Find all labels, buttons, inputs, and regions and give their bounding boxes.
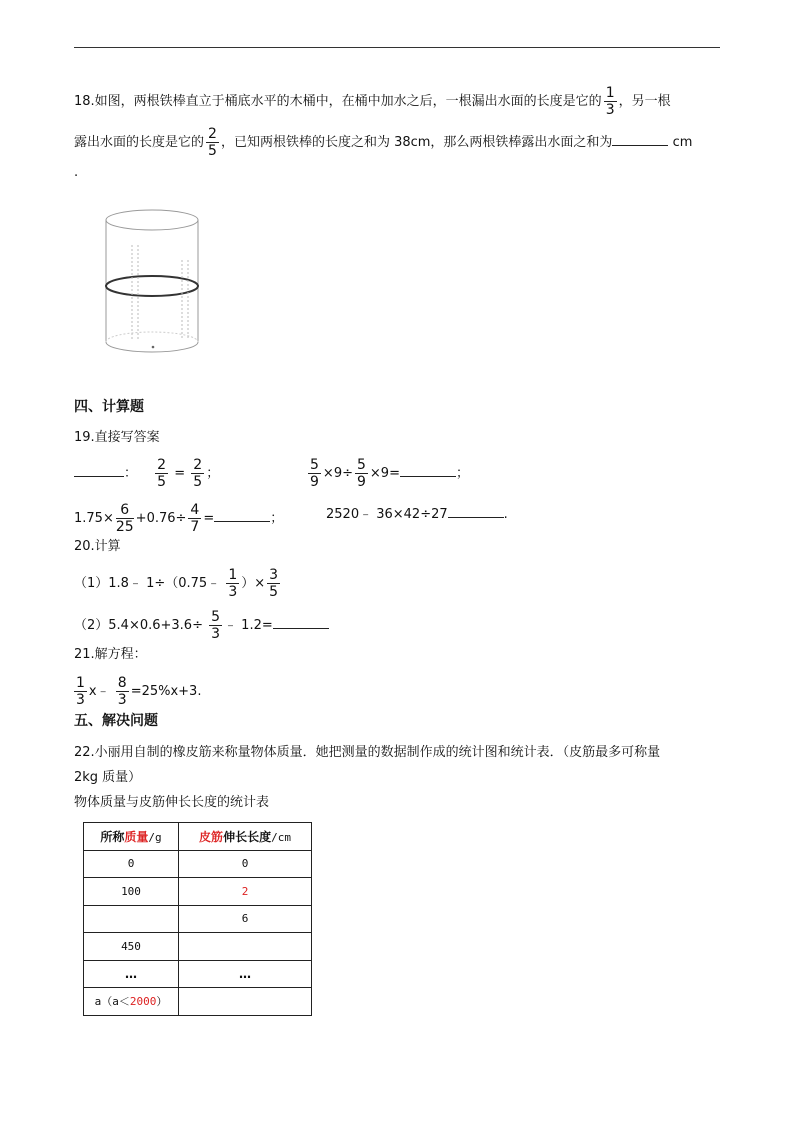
cell-mass[interactable] xyxy=(84,905,179,933)
numerator: 6 xyxy=(116,503,134,519)
cell-stretch: 0 xyxy=(179,850,312,878)
q19-text: = xyxy=(203,511,215,526)
numerator: 5 xyxy=(310,457,319,473)
header-text-highlight: 质量 xyxy=(124,829,149,844)
table-row xyxy=(84,960,312,988)
numerator: 8 xyxy=(117,675,127,691)
answer-blank[interactable] xyxy=(448,503,504,518)
q19-text: 2520﹣ 36×42÷27 xyxy=(326,507,448,522)
water-surface xyxy=(106,276,198,296)
denominator: 9 xyxy=(356,474,366,490)
cell-stretch: 6 xyxy=(179,905,312,933)
denominator: 3 xyxy=(605,102,615,118)
fraction xyxy=(355,458,368,489)
header-text-highlight: 皮筋 xyxy=(199,829,224,844)
q20-text: ﹣ 1.2= xyxy=(224,618,273,633)
header-text: 伸长长度 xyxy=(223,829,272,844)
cell-stretch: … xyxy=(179,960,312,988)
bucket-bottom-back xyxy=(106,332,198,342)
header-cell-mass xyxy=(84,823,179,851)
stats-table xyxy=(83,822,312,1016)
q19-text: ； xyxy=(270,511,284,526)
q22-text-line-2: 2kg 质量） xyxy=(74,770,142,785)
q20-label: 20.计算 xyxy=(74,539,121,554)
numerator: 5 xyxy=(356,457,366,473)
q19-label: 19.直接写答案 xyxy=(74,430,160,445)
q18-line-1 xyxy=(74,86,671,117)
q20-part-2 xyxy=(74,610,329,641)
table-row xyxy=(84,988,312,1016)
fraction xyxy=(604,86,617,117)
numerator: 2 xyxy=(193,457,203,473)
cell-mass: 100 xyxy=(84,878,179,906)
bucket-top xyxy=(106,210,198,230)
cell-stretch: 2 xyxy=(179,878,312,906)
q19-row-2 xyxy=(74,503,283,534)
q20-text: （2）5.4×0.6+3.6÷ xyxy=(74,618,203,633)
cell-mass: … xyxy=(84,960,179,988)
denominator: 5 xyxy=(157,474,167,490)
q19-row-2-right xyxy=(326,503,508,525)
table-row xyxy=(84,878,312,906)
fraction xyxy=(209,610,222,641)
fraction xyxy=(74,676,87,707)
fraction xyxy=(308,458,321,489)
q19-text: . xyxy=(503,507,508,522)
q18-text: ，另一根 xyxy=(618,94,671,109)
numerator: 1 xyxy=(228,567,238,583)
header-rule xyxy=(74,47,720,48)
fraction xyxy=(267,568,280,599)
answer-blank[interactable] xyxy=(214,507,270,522)
q18-line-2 xyxy=(74,127,692,158)
answer-blank[interactable] xyxy=(400,462,456,477)
q19-row-1-right xyxy=(306,458,469,489)
denominator: 5 xyxy=(208,143,217,159)
denominator: 3 xyxy=(211,626,221,642)
cell-stretch[interactable] xyxy=(179,933,312,961)
q19-text: +0.76÷ xyxy=(135,511,187,526)
fraction xyxy=(116,676,129,707)
q18-text: 18.如图，两根铁棒直立于桶底水平的木桶中，在桶中加水之后，一根漏出水面的长度是它的 xyxy=(74,94,602,109)
answer-blank[interactable] xyxy=(273,614,329,629)
q19-text: ×9÷ xyxy=(322,466,353,481)
denominator: 5 xyxy=(269,584,279,600)
cell-text: a（a＜ xyxy=(94,995,130,1009)
denominator: 5 xyxy=(193,474,203,490)
bucket-figure xyxy=(100,200,210,360)
numerator: 2 xyxy=(157,457,167,473)
denominator: 7 xyxy=(190,519,200,535)
q19-row-1 xyxy=(74,458,219,489)
answer-blank[interactable] xyxy=(612,131,668,146)
fraction xyxy=(188,503,201,534)
q19-text: = xyxy=(174,466,186,481)
numerator: 3 xyxy=(269,567,279,583)
q21-label: 21.解方程： xyxy=(74,647,147,662)
q19-text: ； xyxy=(455,466,469,481)
q20-text: （1）1.8﹣ 1÷（0.75﹣ xyxy=(74,576,221,591)
table-row xyxy=(84,905,312,933)
q20-text: ）× xyxy=(241,576,266,591)
header-text: 所称 xyxy=(100,829,125,844)
q21-text: =25%x+3. xyxy=(130,684,202,699)
answer-blank[interactable] xyxy=(74,462,124,477)
q19-text: ×9= xyxy=(369,466,400,481)
header-unit: /cm xyxy=(271,830,291,844)
table-title: 物体质量与皮筋伸长长度的统计表 xyxy=(74,795,270,810)
cell-mass: 0 xyxy=(84,850,179,878)
numerator: 1 xyxy=(76,675,85,691)
fraction xyxy=(116,503,134,534)
cell-mass: 450 xyxy=(84,933,179,961)
cell-text: ） xyxy=(156,995,168,1009)
denominator: 3 xyxy=(76,692,85,708)
numerator: 2 xyxy=(208,126,217,142)
section-title-calculation: 四、计算题 xyxy=(74,399,144,415)
q18-period: . xyxy=(74,165,79,180)
denominator: 25 xyxy=(115,519,134,535)
table-header-row xyxy=(84,823,312,851)
denominator: 3 xyxy=(228,584,238,600)
fraction xyxy=(155,458,168,489)
section-title-problem-solving: 五、解决问题 xyxy=(74,713,158,729)
header-unit: /g xyxy=(148,830,162,844)
unit-label: cm xyxy=(672,135,693,150)
fraction xyxy=(206,127,219,158)
fraction xyxy=(191,458,204,489)
q18-text: 露出水面的长度是它的 xyxy=(74,135,205,150)
cell-mass xyxy=(84,988,179,1016)
table-row xyxy=(84,850,312,878)
q22-text-line-1: 22.小丽用自制的橡皮筋来称量物体质量．她把测量的数据制作成的统计图和统计表．（皮筋最多可称量 xyxy=(74,745,661,760)
numerator: 1 xyxy=(605,85,615,101)
numerator: 5 xyxy=(211,609,221,625)
q21-equation xyxy=(74,676,201,707)
cell-text-highlight: 2000 xyxy=(129,995,157,1009)
table-row xyxy=(84,933,312,961)
denominator: 9 xyxy=(310,474,319,490)
fraction xyxy=(226,568,239,599)
q18-text: ，已知两根铁棒的长度之和为 38cm，那么两根铁棒露出水面之和为 xyxy=(220,135,613,150)
q20-part-1 xyxy=(74,568,282,599)
q19-text: ； xyxy=(206,466,220,481)
cell-stretch[interactable] xyxy=(179,988,312,1016)
q19-text: ： xyxy=(124,466,138,481)
q21-text: x﹣ xyxy=(88,684,110,699)
denominator: 3 xyxy=(117,692,127,708)
q19-text: 1.75× xyxy=(74,511,114,526)
header-cell-stretch xyxy=(179,823,312,851)
numerator: 4 xyxy=(190,502,200,518)
center-dot xyxy=(152,346,155,349)
